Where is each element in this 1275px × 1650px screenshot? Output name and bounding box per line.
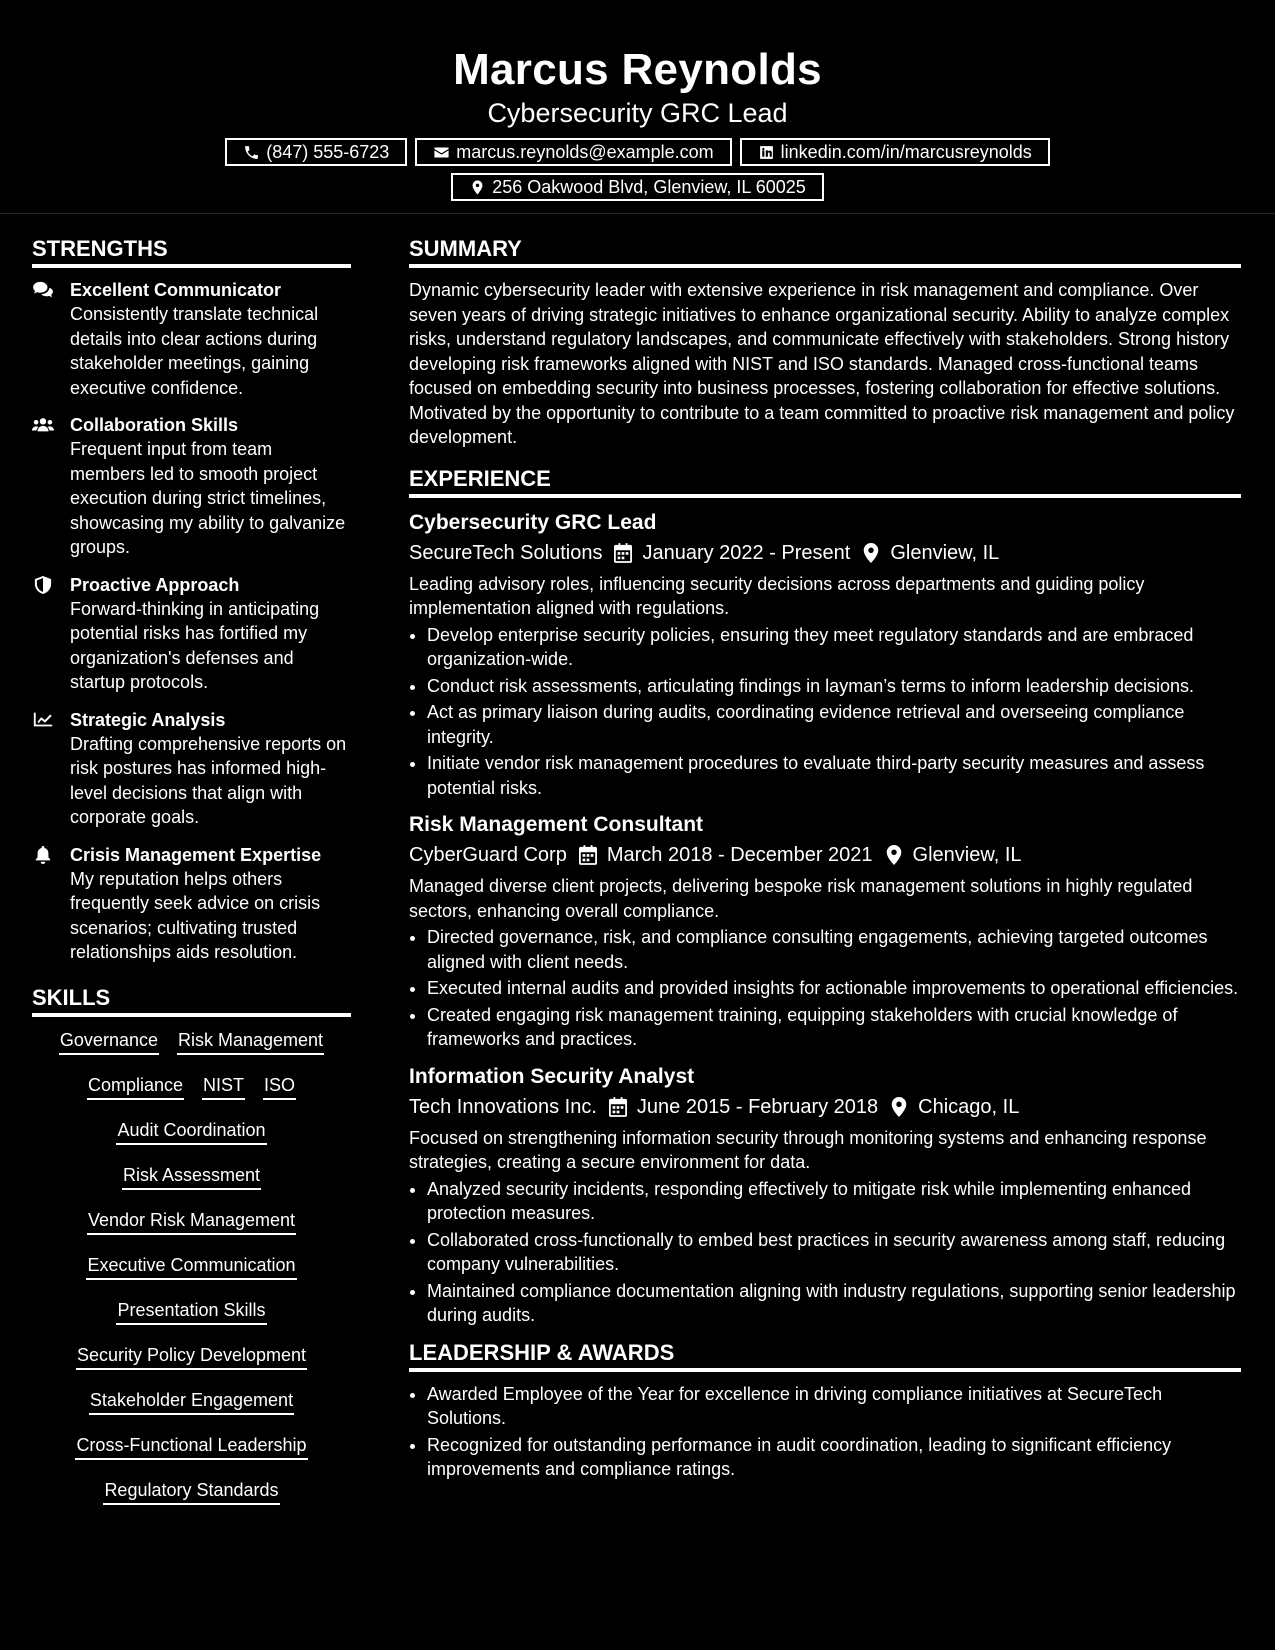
- bell-icon: [32, 846, 54, 864]
- job-company: CyberGuard Corp: [409, 844, 567, 866]
- strength-item: [32, 413, 351, 560]
- job-location: Glenview, IL: [912, 844, 1022, 866]
- skill-line: [32, 1387, 351, 1432]
- skill-tag: NIST: [202, 1072, 245, 1100]
- map-marker-icon: [885, 845, 903, 865]
- job-dates: January 2022 - Present: [642, 541, 851, 564]
- summary-heading: SUMMARY: [409, 234, 1241, 268]
- skill-tag: Risk Assessment: [122, 1162, 261, 1190]
- contact-row-2: [0, 173, 1275, 201]
- job-entry: [409, 508, 1241, 801]
- leadership-item: • Recognized for outstanding performance in audit coordination, leading to significant efficiency improvements and compliance ratings.: [427, 1433, 1241, 1482]
- skill-line: [32, 1297, 351, 1342]
- skill-tag: Governance: [59, 1027, 159, 1055]
- job-location: Glenview, IL: [890, 541, 1000, 564]
- skill-tag: ISO: [263, 1072, 296, 1100]
- job-bullet: • Analyzed security incidents, responding effectively to mitigate risk while implementing enhanced protection measures.: [427, 1177, 1241, 1226]
- comments-icon: [32, 281, 54, 299]
- shield-icon: [32, 576, 54, 594]
- job-meta: [409, 1092, 1241, 1122]
- job-dates: June 2015 - February 2018: [636, 1095, 879, 1118]
- email-text: marcus.reynolds@example.com: [456, 142, 714, 162]
- map-marker-icon: [890, 1097, 908, 1117]
- linkedin-contact[interactable]: [740, 138, 1050, 166]
- job-entry: [409, 810, 1241, 1052]
- phone-icon: [243, 144, 260, 161]
- leadership-item: • Awarded Employee of the Year for excellence in driving compliance initiatives at SecureTech Solutions.: [427, 1382, 1241, 1431]
- phone-contact[interactable]: [225, 138, 407, 166]
- strength-item: [32, 278, 351, 400]
- job-bullet: • Created engaging risk management training, equipping stakeholders with crucial knowledge of frameworks and practices.: [427, 1003, 1241, 1052]
- skill-line: [32, 1207, 351, 1252]
- job-bullets: [409, 623, 1241, 801]
- job-bullet: • Act as primary liaison during audits, coordinating evidence retrieval and overseeing compliance integrity.: [427, 700, 1241, 749]
- address-contact: [451, 173, 824, 201]
- strength-title: Excellent Communicator: [70, 280, 282, 300]
- skill-line: [32, 1117, 351, 1162]
- job-bullet: • Conduct risk assessments, articulating findings in layman’s terms to inform leadership decisions.: [427, 674, 1241, 699]
- envelope-icon: [433, 144, 450, 161]
- skill-line: [32, 1477, 351, 1522]
- email-contact[interactable]: [415, 138, 731, 166]
- left-column: [32, 234, 351, 1522]
- job-title: Information Security Analyst: [409, 1064, 695, 1088]
- skill-tag: Regulatory Standards: [103, 1477, 279, 1505]
- skill-tag: Compliance: [87, 1072, 184, 1100]
- right-column: [409, 234, 1241, 1522]
- strengths-heading: STRENGTHS: [32, 234, 351, 268]
- address-text: 256 Oakwood Blvd, Glenview, IL 60025: [492, 177, 806, 197]
- strength-desc: Frequent input from team members led to smooth project execution during strict timelines, showcasing my ability to galvanize groups.: [70, 439, 346, 557]
- users-icon: [32, 416, 54, 434]
- experience-list: [409, 508, 1241, 1328]
- job-description: Managed diverse client projects, delivering bespoke risk management solutions in highly regulated sectors, enhancing overall compliance.: [409, 876, 1193, 921]
- job-company: Tech Innovations Inc.: [409, 1095, 597, 1118]
- candidate-name: Marcus Reynolds: [453, 45, 822, 94]
- contact-row: [0, 138, 1275, 166]
- job-bullets: [409, 925, 1241, 1052]
- skill-line: [32, 1027, 351, 1072]
- strength-title: Collaboration Skills: [70, 415, 239, 435]
- leadership-list: [409, 1382, 1241, 1482]
- job-description: Leading advisory roles, influencing security decisions across departments and guiding policy implementation aligned with regulations.: [409, 573, 1145, 618]
- job-description: Focused on strengthening information security through monitoring systems and enhancing response strategies, creating a secure environment for data.: [409, 1127, 1207, 1172]
- job-bullet: • Develop enterprise security policies, ensuring they meet regulatory standards and are embraced organization-wide.: [427, 623, 1241, 672]
- map-marker-icon: [862, 543, 880, 563]
- strength-item: [32, 573, 351, 695]
- skill-tag: Security Policy Development: [76, 1342, 307, 1370]
- job-entry: [409, 1062, 1241, 1328]
- calendar-icon: [579, 845, 597, 865]
- strength-desc: Consistently translate technical details into clear actions during stakeholder meetings, gaining executive confidence.: [70, 304, 319, 398]
- leadership-heading: LEADERSHIP & AWARDS: [409, 1338, 1241, 1372]
- skills-heading: SKILLS: [32, 983, 351, 1017]
- strength-item: [32, 708, 351, 830]
- summary-text: Dynamic cybersecurity leader with extensive experience in risk management and compliance. Over seven years of driving strategic initiatives to enhance organizational security. Ability to analyze complex risks, understand regulatory landscapes, and communicate effectively with stakeholders. Strong history developing risk frameworks aligned with NIST and ISO standards. Managed cross-functional teams focused on embedding security into business processes, fostering collaboration for effective solutions. Motivated by the opportunity to contribute to a team committed to proactive risk management and policy development.: [409, 280, 1235, 447]
- strength-title: Crisis Management Expertise: [70, 844, 322, 865]
- job-bullet: • Collaborated cross-functionally to embed best practices in security awareness among staff, reducing company vulnerabilities.: [427, 1228, 1241, 1277]
- job-bullet: • Directed governance, risk, and compliance consulting engagements, achieving targeted outcomes aligned with client needs.: [427, 925, 1241, 974]
- strength-item: [32, 843, 351, 965]
- resume-header: [0, 0, 1275, 214]
- job-title: Risk Management Consultant: [409, 813, 704, 836]
- job-meta: [409, 538, 1241, 568]
- skill-tag: Stakeholder Engagement: [89, 1387, 294, 1415]
- skills-list: [32, 1027, 351, 1522]
- chart-line-icon: [32, 711, 54, 729]
- skill-tag: Audit Coordination: [116, 1117, 266, 1145]
- strength-desc: Forward-thinking in anticipating potential risks has fortified my organization's defenses and startup protocols.: [70, 598, 320, 692]
- skill-tag: Risk Management: [177, 1027, 324, 1055]
- job-meta: [409, 840, 1241, 870]
- strength-desc: Drafting comprehensive reports on risk postures has informed high-level decisions that align with corporate goals.: [70, 733, 347, 827]
- skill-line: [32, 1162, 351, 1207]
- job-title: Cybersecurity GRC Lead: [409, 510, 657, 534]
- job-company: SecureTech Solutions: [409, 541, 603, 564]
- job-bullet: • Executed internal audits and provided insights for actionable improvements to operational efficiencies.: [427, 976, 1241, 1001]
- strength-title: Proactive Approach: [70, 574, 240, 595]
- skill-tag: Vendor Risk Management: [87, 1207, 296, 1235]
- calendar-icon: [609, 1097, 627, 1117]
- resume-body: [0, 234, 1275, 1522]
- skill-tag: Executive Communication: [86, 1252, 296, 1280]
- experience-heading: EXPERIENCE: [409, 464, 1241, 498]
- map-marker-icon: [469, 179, 486, 196]
- job-bullet: • Maintained compliance documentation aligning with industry regulations, supporting senior leadership during audits.: [427, 1279, 1241, 1328]
- candidate-title: Cybersecurity GRC Lead: [487, 98, 788, 128]
- linkedin-text: linkedin.com/in/marcusreynolds: [780, 142, 1032, 162]
- skill-line: [32, 1072, 351, 1117]
- skill-tag: Presentation Skills: [116, 1297, 266, 1325]
- calendar-icon: [614, 543, 632, 563]
- strength-desc: My reputation helps others frequently seek advice on crisis scenarios; cultivating trusted relationships aids resolution.: [70, 868, 321, 962]
- job-bullet: • Initiate vendor risk management procedures to evaluate third-party security measures and assess potential risks.: [427, 751, 1241, 800]
- phone-text: (847) 555-6723: [266, 142, 390, 162]
- strength-title: Strategic Analysis: [70, 709, 226, 730]
- skill-line: [32, 1432, 351, 1477]
- skill-line: [32, 1342, 351, 1387]
- skill-line: [32, 1252, 351, 1297]
- job-bullets: [409, 1177, 1241, 1328]
- job-dates: March 2018 - December 2021: [606, 844, 873, 866]
- job-location: Chicago, IL: [918, 1095, 1020, 1118]
- linkedin-icon: [758, 144, 775, 161]
- skill-tag: Cross-Functional Leadership: [75, 1432, 307, 1460]
